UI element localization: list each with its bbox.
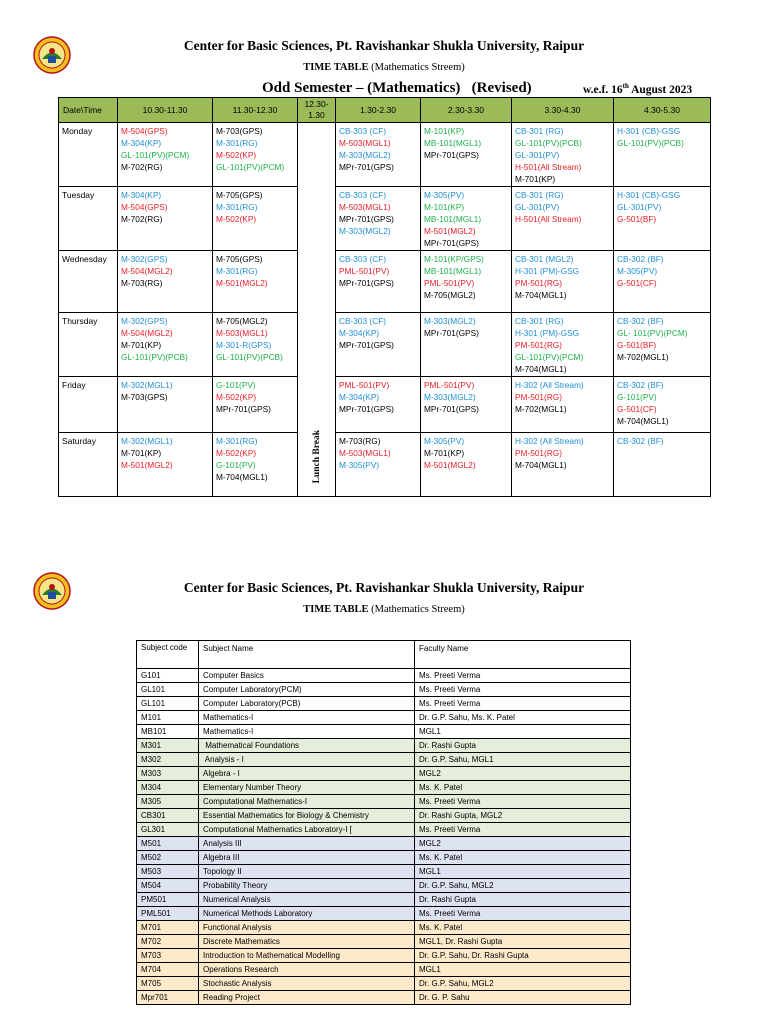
class-entry: GL-101(PV)(PCM) [121,150,190,160]
subject-code: PML501 [137,907,199,921]
subject-row [137,991,631,1005]
university-heading-2: Center for Basic Sciences, Pt. Ravishankar Shukla University, Raipur [183,580,585,595]
class-entry: M-304(KP) [339,328,380,338]
class-entry: M-702(MGL1) [617,352,669,362]
class-entry: M-705(GPS) [216,254,263,264]
class-entry: M-101(KP) [424,126,465,136]
timetable-cell [421,187,512,251]
subject-row [137,683,631,697]
subject-faculty: Ms. Preeti Verma [415,669,631,683]
timetable-cell [614,187,711,251]
semester-title: Odd Semester – (Mathematics) (Revised) [262,80,532,96]
class-entry: M-101(KP) [424,202,465,212]
class-entry: M-101(KP/GPS) [424,254,484,264]
subject-code: M303 [137,767,199,781]
subject-faculty: Dr. G.P. Sahu, MGL2 [415,977,631,991]
timetable-header-row [59,98,711,123]
class-entry: M-303(MGL2) [339,150,391,160]
subject-code: M702 [137,935,199,949]
class-entry: M-504(MGL2) [121,266,173,276]
subject-name: Mathematics-I [199,711,415,725]
timetable-cell [336,123,421,187]
class-entry: CB-303 (CF) [339,316,387,326]
column-header-slot-1: 10.30-11.30 [118,98,213,123]
wef-prefix: w.e.f. 16 [583,83,623,96]
subject-name: Reading Project [199,991,415,1005]
subject-name: Topology II [199,865,415,879]
class-entry: M-502(KP) [216,392,257,402]
subject-name: Computational Mathematics Laboratory-I [ [199,823,415,837]
subject-row [137,977,631,991]
subject-name: Operations Research [199,963,415,977]
class-entry: M-304(KP) [339,392,380,402]
class-entry: M-702(RG) [121,214,163,224]
class-entry: H-301 (PM)-GSG [515,328,580,338]
class-entry: M-704(MGL1) [617,416,669,426]
class-entry: M-704(MGL1) [515,460,567,470]
subject-name: Analysis - I [199,753,415,767]
timetable-row [59,187,711,251]
lunch-break-cell [298,123,336,497]
class-entry: MPr-701(GPS) [424,328,479,338]
subject-faculty: Dr. Rashi Gupta, MGL2 [415,809,631,823]
subject-faculty: MGL1, Dr. Rashi Gupta [415,935,631,949]
timetable-cell [336,433,421,497]
class-entry: M-305(PV) [339,460,380,470]
subject-code: GL101 [137,697,199,711]
class-entry: M-503(MGL1) [216,328,268,338]
timetable-cell [213,377,298,433]
class-entry: MPr-701(GPS) [339,214,394,224]
subject-name: Mathematical Foundations [199,739,415,753]
class-entry: G-501(CF) [617,278,657,288]
day-label: Friday [59,377,118,433]
class-entry: G-501(CF) [617,404,657,414]
timetable-cell [512,433,614,497]
class-entry: GL-301(PV) [515,150,560,160]
effective-date [583,82,692,96]
class-entry: M-302(MGL1) [121,436,173,446]
class-entry: M-703(GPS) [121,392,168,402]
class-entry: M-504(MGL2) [121,328,173,338]
subject-name: Probability Theory [199,879,415,893]
class-entry: PM-501(RG) [515,340,563,350]
class-entry: M-303(MGL2) [424,392,476,402]
class-entry: CB-303 (CF) [339,254,387,264]
class-entry: M-701(KP) [515,174,556,184]
subject-row [137,697,631,711]
class-entry: M-703(RG) [121,278,163,288]
class-entry: M-301(RG) [216,436,258,446]
subject-row [137,935,631,949]
subject-name: Stochastic Analysis [199,977,415,991]
subject-code: M504 [137,879,199,893]
class-entry: H-301 (CB)-GSG [617,190,681,200]
subject-row [137,753,631,767]
class-entry: PM-501(RG) [515,448,563,458]
header-faculty-name: Faculty Name [415,641,631,669]
class-entry: M-701(KP) [424,448,465,458]
timetable-cell [336,251,421,313]
subject-row [137,739,631,753]
class-entry: M-302(GPS) [121,316,168,326]
timetable-cell [213,123,298,187]
day-label: Thursday [59,313,118,377]
class-entry: M-302(GPS) [121,254,168,264]
subject-name: Analysis III [199,837,415,851]
subject-row [137,893,631,907]
subject-row [137,851,631,865]
timetable-cell [118,313,213,377]
subject-code: M703 [137,949,199,963]
subject-name: Algebra - I [199,767,415,781]
class-entry: H-301 (CB)-GSG [617,126,681,136]
subject-code: M502 [137,851,199,865]
class-entry: M-301(RG) [216,138,258,148]
subject-faculty: Ms. Preeti Verma [415,823,631,837]
class-entry: MB-101(MGL1) [424,214,482,224]
timetable-row [59,251,711,313]
subject-code: M301 [137,739,199,753]
timetable-cell [118,433,213,497]
subject-name: Algebra III [199,851,415,865]
subject-code: M705 [137,977,199,991]
class-entry: M-704(MGL1) [515,364,567,374]
class-entry: M-502(KP) [216,214,257,224]
class-entry: PML-501(PV) [339,266,390,276]
subject-faculty: MGL1 [415,865,631,879]
class-entry: M-502(KP) [216,150,257,160]
class-entry: GL-101(PV)(PCB) [515,138,582,148]
class-entry: GL-301(PV) [515,202,560,212]
class-entry: PML-501(PV) [339,380,390,390]
class-entry: MPr-701(GPS) [424,238,479,248]
subject-faculty: Dr. G.P. Sahu, Dr. Rashi Gupta [415,949,631,963]
class-entry: H-501(All Stream) [515,162,582,172]
subject-faculty: Dr. Rashi Gupta [415,739,631,753]
subject-header-row [137,641,631,669]
class-entry: G-501(BF) [617,214,657,224]
timetable-cell [421,377,512,433]
class-entry: M-705(GPS) [216,190,263,200]
subject-row [137,963,631,977]
wef-sup: th [622,82,629,90]
subject-code: CB301 [137,809,199,823]
class-entry: M-305(PV) [424,436,465,446]
class-entry: GL-101(PV)(PCM) [515,352,584,362]
timetable-subtitle-2 [0,604,768,615]
subject-name: Discrete Mathematics [199,935,415,949]
class-entry: GL-101(PV)(PCB) [121,352,188,362]
subject-row [137,809,631,823]
subject-code: MB101 [137,725,199,739]
class-entry: M-303(MGL2) [424,316,476,326]
subject-row [137,711,631,725]
class-entry: CB-301 (RG) [515,316,564,326]
subtitle-bold: TIME TABLE [303,62,369,73]
timetable-cell [512,377,614,433]
subject-name: Functional Analysis [199,921,415,935]
class-entry: M-705(MGL2) [424,290,476,300]
subject-code: M304 [137,781,199,795]
day-label: Wednesday [59,251,118,313]
subject-faculty: Dr. G.P. Sahu, MGL2 [415,879,631,893]
subject-name: Numerical Analysis [199,893,415,907]
column-header-date-time: Date\Time [59,98,118,123]
class-entry: GL-101(PV)(PCM) [216,162,285,172]
subject-row [137,823,631,837]
subject-faculty: Dr. G.P. Sahu, MGL1 [415,753,631,767]
subject-row [137,949,631,963]
subject-code: M503 [137,865,199,879]
subject-name: Mathematics-I [199,725,415,739]
column-header-slot-2: 11.30-12.30 [213,98,298,123]
timetable-cell [118,187,213,251]
timetable-row [59,377,711,433]
subject-row [137,837,631,851]
timetable-cell [512,313,614,377]
subject-code: GL101 [137,683,199,697]
class-entry: MPr-701(GPS) [424,404,479,414]
class-entry: M-301(RG) [216,202,258,212]
class-entry: M-703(GPS) [216,126,263,136]
subtitle-rest: (Mathematics Streem) [368,62,465,73]
class-entry: M-702(MGL1) [515,404,567,414]
timetable-cell [614,251,711,313]
class-entry: M-301(RG) [216,266,258,276]
class-entry: G-101(PV) [216,380,256,390]
class-entry: M-302(MGL1) [121,380,173,390]
subject-code: M101 [137,711,199,725]
timetable-cell [421,433,512,497]
class-entry: M-701(KP) [121,448,162,458]
timetable-subtitle [0,62,768,73]
class-entry: M-701(KP) [121,340,162,350]
class-entry: H-302 (All Stream) [515,380,584,390]
class-entry: M-503(MGL1) [339,448,391,458]
subtitle-bold: TIME TABLE [303,604,369,615]
timetable-cell [213,251,298,313]
timetable-row [59,123,711,187]
class-entry: CB-302 (BF) [617,436,664,446]
class-entry: MPr-701(GPS) [339,404,394,414]
column-header-slot-7: 4.30-5.30 [614,98,711,123]
class-entry: CB-301 (MGL2) [515,254,574,264]
subject-faculty: MGL1 [415,963,631,977]
subject-faculty: Ms. K. Patel [415,851,631,865]
subject-row [137,907,631,921]
class-entry: MB-101(MGL1) [424,138,482,148]
class-entry: GL-101(PV)(PCB) [216,352,283,362]
subject-faculty: MGL1 [415,725,631,739]
timetable-cell [512,187,614,251]
subject-faculty: Ms. Preeti Verma [415,795,631,809]
class-entry: H-302 (All Stream) [515,436,584,446]
wef-suffix: August 2023 [628,83,693,96]
column-header-slot-4: 1.30-2.30 [336,98,421,123]
subject-faculty: Dr. Rashi Gupta [415,893,631,907]
class-entry: CB-303 (CF) [339,190,387,200]
subject-name: Computer Basics [199,669,415,683]
subject-faculty: Ms. K. Patel [415,921,631,935]
timetable-cell [336,313,421,377]
subject-code: M501 [137,837,199,851]
class-entry: MB-101(MGL1) [424,266,482,276]
class-entry: M-504(GPS) [121,202,168,212]
subject-code: M305 [137,795,199,809]
timetable-cell [421,123,512,187]
column-header-slot-5: 2.30-3.30 [421,98,512,123]
day-label: Saturday [59,433,118,497]
subject-row [137,767,631,781]
class-entry: M-305(PV) [424,190,465,200]
class-entry: M-304(KP) [121,190,162,200]
column-header-slot-6: 3.30-4.30 [512,98,614,123]
class-entry: M-501(MGL2) [121,460,173,470]
class-entry: GL- 101(PV)(PCM) [617,328,688,338]
header-subject-code: Subject code [137,641,199,669]
class-entry: H-501(All Stream) [515,214,582,224]
timetable-row [59,433,711,497]
timetable-cell [336,377,421,433]
column-header-lunch: 12.30-1.30 [298,98,336,123]
class-entry: PML-501(PV) [424,380,475,390]
class-entry: M-705(MGL2) [216,316,268,326]
subject-row [137,865,631,879]
timetable-cell [118,377,213,433]
lunch-break-label: Lunch Break [311,429,322,483]
timetable-row [59,313,711,377]
subject-row [137,921,631,935]
subject-faculty: MGL2 [415,837,631,851]
class-entry: M-702(RG) [121,162,163,172]
day-label: Tuesday [59,187,118,251]
class-entry: MPr-701(GPS) [424,150,479,160]
class-entry: M-703(RG) [339,436,381,446]
header-subject-name: Subject Name [199,641,415,669]
class-entry: MPr-701(GPS) [339,340,394,350]
class-entry: GL-301(PV) [617,202,662,212]
class-entry: MPr-701(GPS) [216,404,271,414]
class-entry: CB-302 (BF) [617,254,664,264]
timetable-cell [336,187,421,251]
subject-name: Introduction to Mathematical Modelling [199,949,415,963]
subject-row [137,669,631,683]
university-heading: Center for Basic Sciences, Pt. Ravishankar Shukla University, Raipur [183,38,585,53]
class-entry: M-704(MGL1) [216,472,268,482]
class-entry: G-101(PV) [617,392,657,402]
class-entry: M-501(MGL2) [424,226,476,236]
subject-row [137,879,631,893]
subject-faculty: Dr. G. P. Sahu [415,991,631,1005]
class-entry: PM-501(RG) [515,392,563,402]
class-entry: GL-101(PV)(PCB) [617,138,684,148]
class-entry: M-501(MGL2) [216,278,268,288]
class-entry: M-301-R(GPS) [216,340,272,350]
subject-name: Computer Laboratory(PCM) [199,683,415,697]
subject-faculty: Ms. Preeti Verma [415,697,631,711]
subject-name: Essential Mathematics for Biology & Chemistry [199,809,415,823]
timetable-cell [614,123,711,187]
subject-code: GL301 [137,823,199,837]
subject-row [137,795,631,809]
class-entry: M-501(MGL2) [424,460,476,470]
class-entry: PML-501(PV) [424,278,475,288]
class-entry: H-301 (PM)-GSG [515,266,580,276]
subject-code: M701 [137,921,199,935]
timetable-grid [58,97,711,497]
timetable-cell [213,187,298,251]
subtitle-rest: (Mathematics Streem) [368,604,465,615]
timetable-cell [213,313,298,377]
class-entry: CB-303 (CF) [339,126,387,136]
subject-faculty: Dr. G.P. Sahu, Ms. K. Patel [415,711,631,725]
class-entry: PM-501(RG) [515,278,563,288]
timetable-cell [421,313,512,377]
timetable-cell [512,251,614,313]
timetable-cell [614,433,711,497]
subject-faculty: Ms. Preeti Verma [415,683,631,697]
class-entry: M-504(GPS) [121,126,168,136]
day-label: Monday [59,123,118,187]
class-entry: G-501(BF) [617,340,657,350]
timetable-cell [512,123,614,187]
timetable-cell [118,251,213,313]
subject-name: Elementary Number Theory [199,781,415,795]
subject-faculty: MGL2 [415,767,631,781]
subject-code: Mpr701 [137,991,199,1005]
subject-row [137,725,631,739]
subject-name: Numerical Methods Laboratory [199,907,415,921]
class-entry: CB-301 (RG) [515,126,564,136]
subject-code: PM501 [137,893,199,907]
class-entry: CB-301 (RG) [515,190,564,200]
subject-name: Computer Laboratory(PCB) [199,697,415,711]
timetable-cell [213,433,298,497]
timetable-cell [421,251,512,313]
subject-table [136,640,631,1005]
class-entry: M-305(PV) [617,266,658,276]
class-entry: M-502(KP) [216,448,257,458]
class-entry: M-303(MGL2) [339,226,391,236]
timetable-cell [614,377,711,433]
class-entry: CB-302 (BF) [617,380,664,390]
subject-code: M704 [137,963,199,977]
timetable-cell [614,313,711,377]
class-entry: MPr-701(GPS) [339,162,394,172]
class-entry: M-704(MGL1) [515,290,567,300]
subject-faculty: Ms. K. Patel [415,781,631,795]
subject-code: M302 [137,753,199,767]
class-entry: CB-302 (BF) [617,316,664,326]
class-entry: M-304(KP) [121,138,162,148]
class-entry: MPr-701(GPS) [339,278,394,288]
timetable-cell [118,123,213,187]
subject-name: Computational Mathematics-I [199,795,415,809]
class-entry: G-101(PV) [216,460,256,470]
subject-faculty: Ms. Preeti Verma [415,907,631,921]
subject-code: G101 [137,669,199,683]
class-entry: M-503(MGL1) [339,138,391,148]
subject-row [137,781,631,795]
class-entry: M-503(MGL1) [339,202,391,212]
